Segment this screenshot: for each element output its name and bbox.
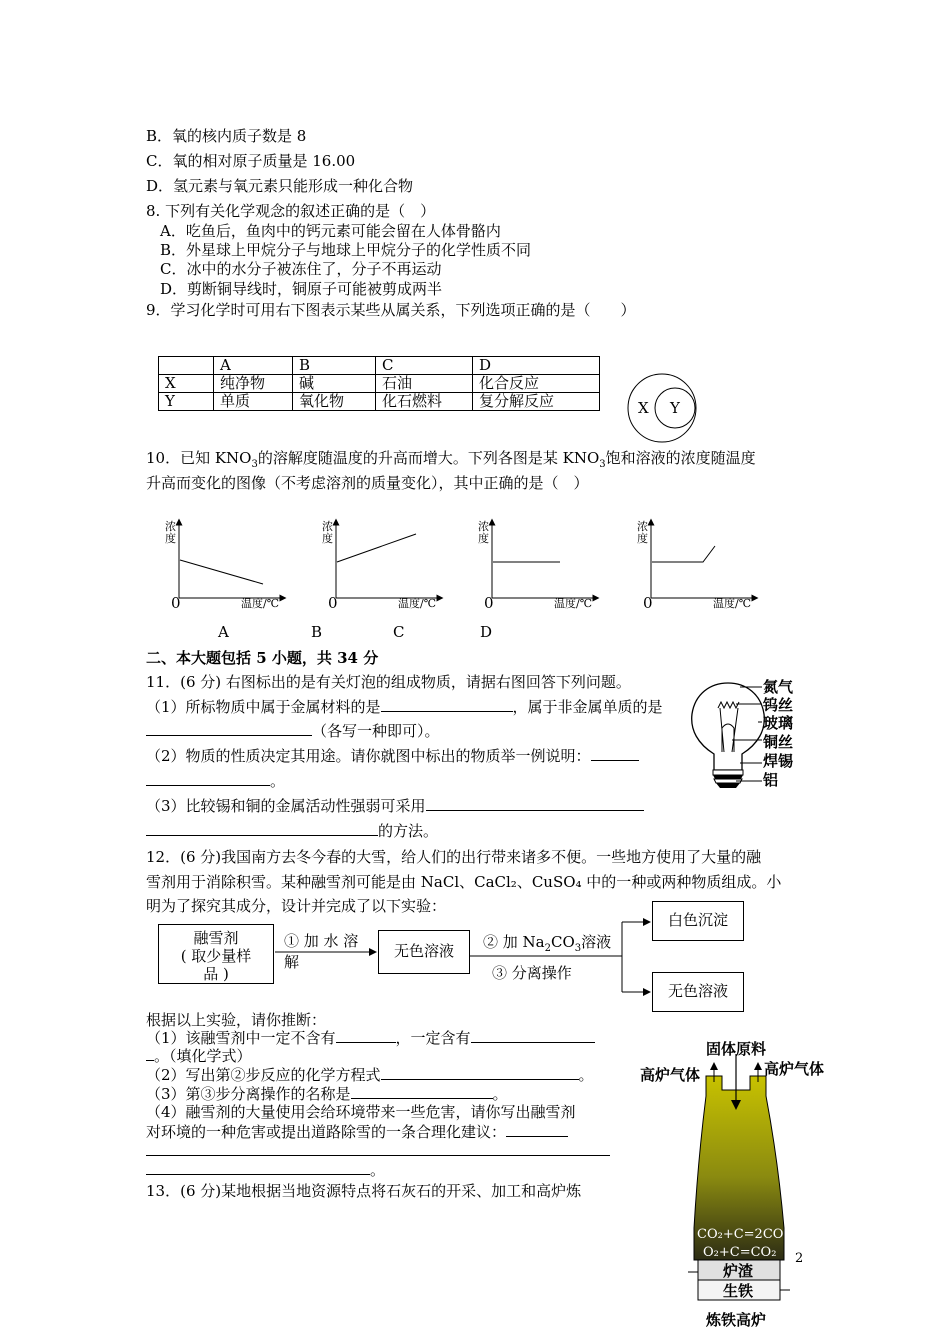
q11-stem: 11．(6 分) 右图标出的是有关灯泡的组成物质，请据右图回答下列问题。 xyxy=(146,673,631,691)
table-cell: 复分解反应 xyxy=(473,393,600,411)
q7-option-d: D．氢元素与氧元素只能形成一种化合物 xyxy=(146,177,414,195)
table-cell: 化合反应 xyxy=(473,375,600,393)
section-title: 二、本大题包括 5 小题，共 34 分 xyxy=(146,649,379,667)
furnace-top-label: 固体原料 xyxy=(706,1040,767,1058)
q8-option-c: C．冰中的水分子被冻住了，分子不再运动 xyxy=(160,260,442,278)
q11-part1: （1）所标物质中属于金属材料的是 ，属于非金属单质的是 xyxy=(146,698,663,716)
table-cell: 单质 xyxy=(214,393,293,411)
graph-option-c: C xyxy=(393,623,405,641)
q12-answer4-end: 。 xyxy=(146,1160,385,1179)
graph-option-d: D xyxy=(480,623,493,641)
venn-outer-label: X xyxy=(638,399,649,417)
furnace-iron-label: 生铁 xyxy=(723,1282,754,1300)
graph-xlabel: 温度/℃ xyxy=(554,597,593,610)
q11-part2-cont: 。 xyxy=(146,771,285,790)
q8-option-b: B．外星球上甲烷分子与地球上甲烷分子的化学性质不同 xyxy=(160,241,532,259)
q8-option-d: D．剪断铜导线时，铜原子可能被剪成两半 xyxy=(160,280,443,298)
graph-origin: 0 xyxy=(171,594,181,612)
q12-answer4-cont: 对环境的一种危害或提出道路除雪的一条合理化建议： xyxy=(146,1122,568,1141)
furnace-equation-1: CO₂+C=2CO xyxy=(697,1227,784,1242)
q10-line1: 10．已知 $KNO_3$的溶解度随温度的升高而增大。下列各图是某 $KNO_3$饱和溶液的浓度随温度 xyxy=(146,449,756,470)
q9-stem: 9．学习化学时可用右下图表示某些从属关系，下列选项正确的是（ ） xyxy=(146,301,636,319)
furnace-gas-left-label: 高炉气体 xyxy=(640,1066,701,1084)
graph-ylabel: 浓 xyxy=(322,520,333,533)
q12-answer1: （1）该融雪剂中一定不含有 ，一定含有 xyxy=(146,1028,595,1047)
graph-origin: 0 xyxy=(328,594,338,612)
q7-option-b: B．氧的核内质子数是 8 xyxy=(146,127,307,145)
flow-start-text: 品 ) xyxy=(203,965,229,983)
table-cell: 碱 xyxy=(293,375,376,393)
q12-line2: 雪剂用于消除积雪。某种融雪剂可能是由 NaCl、CaCl₂、CuSO₄ 中的一种或两种物质组成。小 xyxy=(146,873,782,891)
graph-option-b: B xyxy=(311,623,323,641)
q11-part3: （3）比较锡和铜的金属活动性强弱可采用 xyxy=(146,796,644,815)
flow-mid-box: 无色溶液 xyxy=(378,930,470,974)
table-cell: 石油 xyxy=(376,375,473,393)
table-cell: B xyxy=(293,357,376,375)
table-cell: C xyxy=(376,357,473,375)
graph-ylabel: 度 xyxy=(637,532,648,545)
table-cell: Y xyxy=(159,393,214,411)
graph-origin: 0 xyxy=(643,594,653,612)
flow-out1-box: 白色沉淀 xyxy=(652,901,744,941)
graph-xlabel: 温度/℃ xyxy=(398,597,437,610)
flow-out2-box: 无色溶液 xyxy=(652,972,744,1012)
graph-xlabel: 温度/℃ xyxy=(241,597,280,610)
flow-start-text: ( 取少量样 xyxy=(180,947,252,965)
q11-part3-cont: 的方法。 xyxy=(146,821,438,840)
graph-xlabel: 温度/℃ xyxy=(713,597,752,610)
bulb-label-glass: 玻璃 xyxy=(763,714,794,732)
q8-stem: 8. 下列有关化学观念的叙述正确的是（ ） xyxy=(146,202,436,220)
furnace-equation-2: O₂+C=CO₂ xyxy=(703,1245,777,1260)
flow-step1-label: ① 加 水 溶 xyxy=(284,932,359,950)
furnace-gas-right-label: 高炉气体 xyxy=(764,1060,825,1078)
q12-answer1-cont: 。（填化学式） xyxy=(146,1046,252,1065)
page-number: 2 xyxy=(795,1251,804,1266)
q12-answer4: （4）融雪剂的大量使用会给环境带来一些危害，请你写出融雪剂 xyxy=(146,1103,576,1121)
flow-step3-label: ③ 分离操作 xyxy=(492,964,572,982)
table-cell: D xyxy=(473,357,600,375)
graph-ylabel: 度 xyxy=(322,532,333,545)
q11-part2: （2）物质的性质决定其用途。请你就图中标出的物质举一例说明： xyxy=(146,746,639,765)
flow-step2-label: ② 加 $Na_2CO_3$溶液 xyxy=(483,933,612,954)
bulb-label-copper: 铜丝 xyxy=(763,733,794,751)
q12-answer3: （3）第③步分离操作的名称是 。 xyxy=(146,1085,508,1103)
table-cell: 化石燃料 xyxy=(376,393,473,411)
graph-ylabel: 浓 xyxy=(165,520,176,533)
q12-line1: 12．(6 分)我国南方去冬今春的大雪，给人们的出行带来诸多不便。一些地方使用了大量的融 xyxy=(146,848,762,866)
furnace-slag-label: 炉渣 xyxy=(723,1262,754,1280)
q7-option-c: C．氧的相对原子质量是 16.00 xyxy=(146,152,356,170)
graph-ylabel: 度 xyxy=(478,532,489,545)
table-cell: A xyxy=(214,357,293,375)
graph-ylabel: 浓 xyxy=(637,520,648,533)
table-cell: X xyxy=(159,375,214,393)
q10-line2: 升高而变化的图像（不考虑溶剂的质量变化），其中正确的是（ ） xyxy=(146,474,589,492)
graph-ylabel: 度 xyxy=(165,532,176,545)
q13-stem: 13．(6 分)某地根据当地资源特点将石灰石的开采、加工和高炉炼 xyxy=(146,1182,582,1200)
furnace-caption: 炼铁高炉 xyxy=(706,1311,767,1329)
bulb-label-nitrogen: 氮气 xyxy=(763,678,794,696)
bulb-label-tungsten: 钨丝 xyxy=(763,696,794,714)
graph-ylabel: 浓 xyxy=(478,520,489,533)
flow-start-text: 融雪剂 xyxy=(193,929,239,947)
q12-infer: 根据以上实验，请你推断： xyxy=(146,1011,327,1029)
venn-inner-label: Y xyxy=(670,399,680,417)
q12-line3: 明为了探究其成分，设计并完成了以下实验： xyxy=(146,897,447,915)
bulb-label-solder: 焊锡 xyxy=(763,752,794,770)
flow-step1-label-cont: 解 xyxy=(284,953,300,971)
table-cell: 氧化物 xyxy=(293,393,376,411)
q12-answer2: （2）写出第②步反应的化学方程式 。 xyxy=(146,1066,594,1084)
bulb-label-aluminum: 铝 xyxy=(763,771,779,789)
q11-part1-cont: （各写一种即可）。 xyxy=(146,721,440,740)
table-cell: 纯净物 xyxy=(214,375,293,393)
q12-answer4-blank xyxy=(146,1141,610,1160)
graph-option-a: A xyxy=(218,623,229,641)
graph-origin: 0 xyxy=(484,594,494,612)
q8-option-a: A．吃鱼后，鱼肉中的钙元素可能会留在人体骨骼内 xyxy=(160,222,501,240)
